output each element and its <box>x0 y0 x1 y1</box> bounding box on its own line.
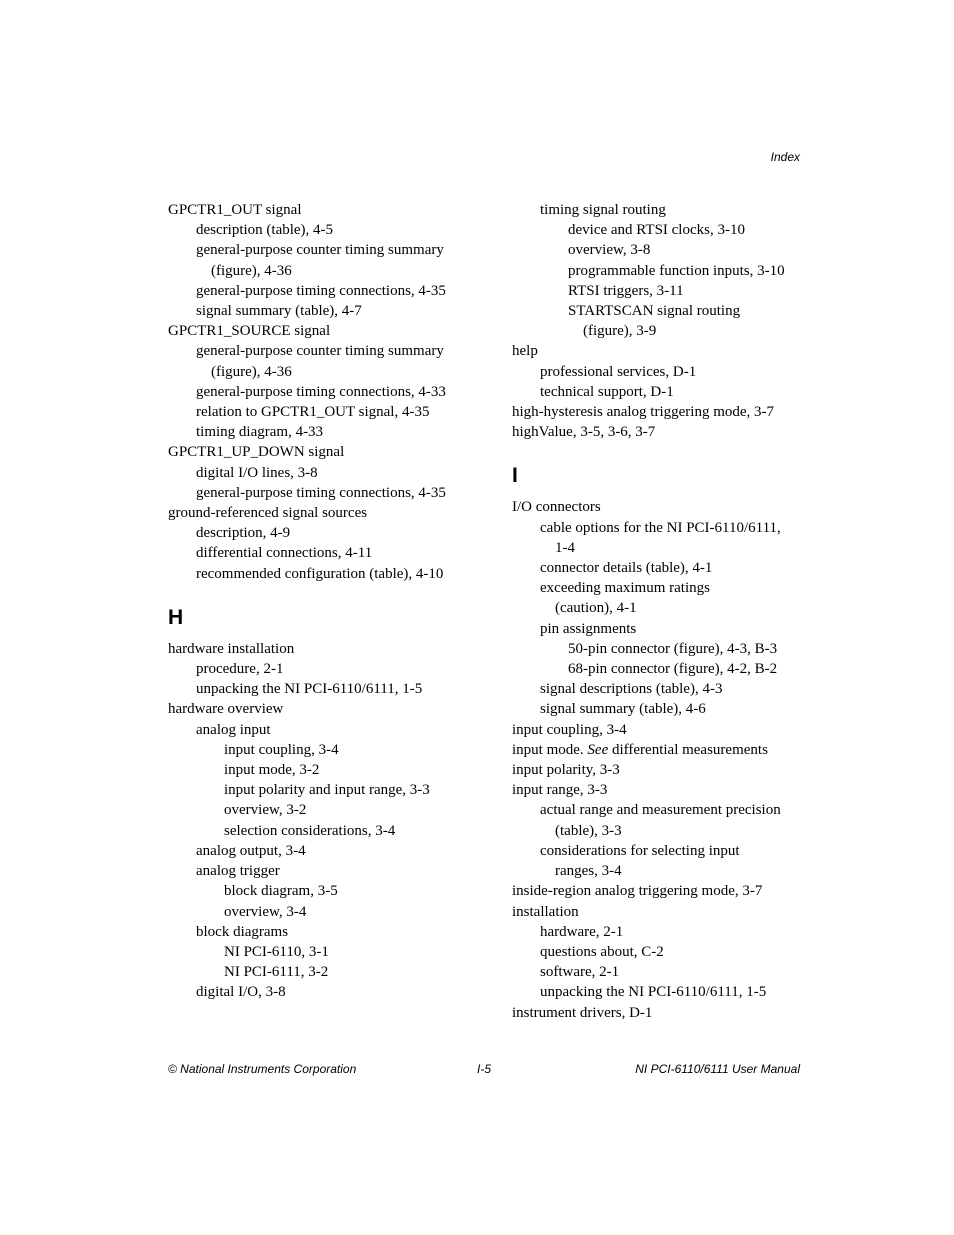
index-entry-level-2 <box>512 261 812 281</box>
index-entry-level-1 <box>512 679 812 699</box>
index-entry-level-1 <box>168 679 468 699</box>
index-entry-text: overview, 3-4 <box>224 903 307 920</box>
index-entry-level-1 <box>512 962 812 982</box>
index-entry-level-2 <box>512 301 812 321</box>
index-entry-text: signal summary (table), 4-7 <box>196 303 362 320</box>
index-entry-level-0 <box>512 497 812 517</box>
index-entry-level-1 <box>512 841 812 861</box>
index-entry-level-1 <box>168 841 468 861</box>
index-entry-level-0 <box>512 881 812 901</box>
index-entry-level-2 <box>512 240 812 260</box>
index-entry-text: NI PCI-6111, 3-2 <box>224 964 329 981</box>
index-entry-level-0 <box>168 442 468 462</box>
index-entry-text: device and RTSI clocks, 3-10 <box>568 222 745 239</box>
index-entry-level-1 <box>512 382 812 402</box>
index-entry-level-1 <box>168 382 468 402</box>
index-entry-level-1 <box>168 982 468 1002</box>
index-entry-text: analog trigger <box>196 863 280 880</box>
index-column-right <box>512 200 812 1023</box>
index-entry-text: description, 4-9 <box>196 525 291 542</box>
index-entry-text: input polarity, 3-3 <box>512 762 620 779</box>
index-entry-level-2 <box>512 220 812 240</box>
index-entry-level-2 <box>168 800 468 820</box>
index-entry-level-1 <box>168 281 468 301</box>
index-entry-level-1 <box>168 483 468 503</box>
index-entry-text: cable options for the NI PCI-6110/6111, <box>540 519 781 536</box>
index-entry-text: recommended configuration (table), 4-10 <box>196 565 444 582</box>
index-entry-level-1 <box>168 564 468 584</box>
index-entry-text: digital I/O, 3-8 <box>196 984 286 1001</box>
index-entry-level-2 <box>512 281 812 301</box>
index-entry-level-0 <box>512 902 812 922</box>
index-entry-text: 50-pin connector (figure), 4-3, B-3 <box>568 640 778 657</box>
index-entry-continuation: ranges, 3-4 <box>555 863 622 880</box>
index-entry-level-1 <box>168 861 468 881</box>
index-entry-level-0 <box>168 639 468 659</box>
index-entry-text: overview, 3-2 <box>224 802 307 819</box>
index-entry-text: general-purpose timing connections, 4-33 <box>196 383 446 400</box>
index-entry-text: NI PCI-6110, 3-1 <box>224 943 329 960</box>
index-entry-text: input polarity and input range, 3-3 <box>224 782 430 799</box>
running-header: Index <box>770 150 800 164</box>
index-entry-text: digital I/O lines, 3-8 <box>196 464 318 481</box>
index-entry-level-0 <box>168 699 468 719</box>
index-column-left <box>168 200 468 1003</box>
index-entry-level-1 <box>512 982 812 1002</box>
index-entry-level-1 <box>512 518 812 538</box>
footer-copyright: © National Instruments Corporation <box>168 1062 357 1076</box>
index-entry-level-1 <box>168 659 468 679</box>
index-entry-text: GPCTR1_OUT signal <box>168 202 302 218</box>
index-entry-continuation: (figure), 3-9 <box>583 323 657 340</box>
index-entry-text: analog output, 3-4 <box>196 842 306 859</box>
index-entry-level-0 <box>512 402 812 422</box>
index-entry-text: actual range and measurement precision <box>540 802 781 819</box>
index-entry-level-1 <box>512 362 812 382</box>
index-entry-text: high-hysteresis analog triggering mode, 3-7 <box>512 404 775 421</box>
index-entry-level-0 <box>512 1003 812 1023</box>
index-entry-text: general-purpose timing connections, 4-35 <box>196 484 446 501</box>
index-entry-level-0 <box>512 341 812 361</box>
index-entry-level-0 <box>512 760 812 780</box>
index-entry-text: software, 2-1 <box>540 964 620 981</box>
index-entry-text: technical support, D-1 <box>540 383 674 400</box>
index-entry-level-1 <box>168 422 468 442</box>
index-entry-level-1 <box>512 922 812 942</box>
index-entry-text: unpacking the NI PCI-6110/6111, 1-5 <box>196 681 423 698</box>
index-entry-level-1 <box>168 301 468 321</box>
index-entry-text: input mode. <box>512 741 584 758</box>
footer-manual-title: NI PCI-6110/6111 User Manual <box>635 1062 800 1076</box>
index-entry-level-1 <box>512 558 812 578</box>
index-entry-text: exceeding maximum ratings <box>540 580 710 597</box>
index-entry-level-0 <box>168 200 468 220</box>
index-entry-text: pin assignments <box>540 620 637 637</box>
index-entry-text: block diagram, 3-5 <box>224 883 338 900</box>
index-entry-level-0 <box>512 780 812 800</box>
index-entry-continuation: (figure), 4-36 <box>211 363 292 380</box>
index-entry-text: hardware overview <box>168 701 284 718</box>
index-entry-level-2 <box>168 740 468 760</box>
index-entry-text: connector details (table), 4-1 <box>540 560 713 577</box>
index-entry-text: 68-pin connector (figure), 4-2, B-2 <box>568 661 778 678</box>
index-entry-text: signal descriptions (table), 4-3 <box>540 681 723 698</box>
index-entry-text: considerations for selecting input <box>540 842 740 859</box>
index-entry-level-1 <box>168 922 468 942</box>
index-entry-level-1 <box>168 240 468 260</box>
index-entry-text: GPCTR1_UP_DOWN signal <box>168 444 345 461</box>
index-entry-level-1 <box>168 463 468 483</box>
index-entry-text: I/O connectors <box>512 499 601 516</box>
index-entry-level-0 <box>512 720 812 740</box>
index-entry-text: programmable function inputs, 3-10 <box>568 262 785 279</box>
index-entry-level-0 <box>512 740 812 760</box>
index-entry-text: help <box>512 343 538 360</box>
index-entry-text: instrument drivers, D-1 <box>512 1004 653 1021</box>
index-entry-text: hardware, 2-1 <box>540 923 624 940</box>
index-entry-text: relation to GPCTR1_OUT signal, 4-35 <box>196 404 430 421</box>
index-entry-level-1 <box>512 699 812 719</box>
index-entry-text: questions about, C-2 <box>540 943 664 960</box>
index-entry-level-1 <box>512 578 812 598</box>
index-entry-continuation: (caution), 4-1 <box>555 600 637 617</box>
index-entry-continuation: 1-4 <box>555 539 575 556</box>
index-entry-level-1 <box>168 341 468 361</box>
index-entry-text: selection considerations, 3-4 <box>224 822 396 839</box>
index-entry-text: input mode, 3-2 <box>224 762 320 779</box>
index-entry-text: signal summary (table), 4-6 <box>540 701 706 718</box>
index-entry-text: input coupling, 3-4 <box>224 741 339 758</box>
index-entry-text: RTSI triggers, 3-11 <box>568 282 684 299</box>
index-entry-text: inside-region analog triggering mode, 3-7 <box>512 883 763 900</box>
index-entry-level-1 <box>168 523 468 543</box>
index-entry-level-2 <box>168 902 468 922</box>
index-entry-continuation: (table), 3-3 <box>555 822 622 839</box>
index-entry-text: unpacking the NI PCI-6110/6111, 1-5 <box>540 984 767 1001</box>
index-entry-text: STARTSCAN signal routing <box>568 303 741 320</box>
index-entry-level-2 <box>168 760 468 780</box>
index-entry-level-2 <box>168 942 468 962</box>
index-entry-text: professional services, D-1 <box>540 363 697 380</box>
index-entry-level-2 <box>168 780 468 800</box>
index-entry-text: analog input <box>196 721 271 738</box>
index-entry-level-1 <box>512 200 812 220</box>
index-entry-level-1 <box>168 720 468 740</box>
index-entry-text: overview, 3-8 <box>568 242 651 259</box>
see-reference-target: differential measurements <box>612 741 768 758</box>
index-entry-text: input coupling, 3-4 <box>512 721 627 738</box>
index-entry-text: general-purpose counter timing summary <box>196 343 444 360</box>
index-entry-text: highValue, 3-5, 3-6, 3-7 <box>512 424 656 441</box>
index-entry-text: description (table), 4-5 <box>196 222 334 239</box>
index-entry-level-1 <box>512 942 812 962</box>
index-entry-continuation: (figure), 4-36 <box>211 262 292 279</box>
index-entry-text: general-purpose timing connections, 4-35 <box>196 282 446 299</box>
index-entry-level-1 <box>168 220 468 240</box>
index-entry-text: general-purpose counter timing summary <box>196 242 444 259</box>
footer-page-number: I-5 <box>477 1062 492 1076</box>
index-entry-level-1 <box>512 619 812 639</box>
index-entry-level-2 <box>168 821 468 841</box>
see-reference-label: See <box>587 741 609 758</box>
index-entry-level-1 <box>168 402 468 422</box>
index-entry-text: block diagrams <box>196 923 289 940</box>
index-entry-level-2 <box>512 639 812 659</box>
index-entry-text: differential connections, 4-11 <box>196 545 373 562</box>
index-entry-level-1 <box>512 800 812 820</box>
section-heading: I <box>512 464 518 488</box>
index-entry-text: GPCTR1_SOURCE signal <box>168 323 331 340</box>
index-entry-text: ground-referenced signal sources <box>168 505 368 522</box>
index-entry-level-1 <box>168 543 468 563</box>
index-entry-level-2 <box>168 962 468 982</box>
index-entry-text: timing signal routing <box>540 202 666 218</box>
index-entry-text: installation <box>512 903 579 920</box>
index-entry-text: procedure, 2-1 <box>196 661 284 678</box>
index-entry-text: hardware installation <box>168 640 295 657</box>
index-entry-text: input range, 3-3 <box>512 782 608 799</box>
index-entry-level-0 <box>512 422 812 442</box>
section-heading: H <box>168 605 184 629</box>
index-entry-level-0 <box>168 503 468 523</box>
index-entry-text: timing diagram, 4-33 <box>196 424 324 441</box>
index-entry-level-2 <box>168 881 468 901</box>
index-entry-level-0 <box>168 321 468 341</box>
index-entry-level-2 <box>512 659 812 679</box>
